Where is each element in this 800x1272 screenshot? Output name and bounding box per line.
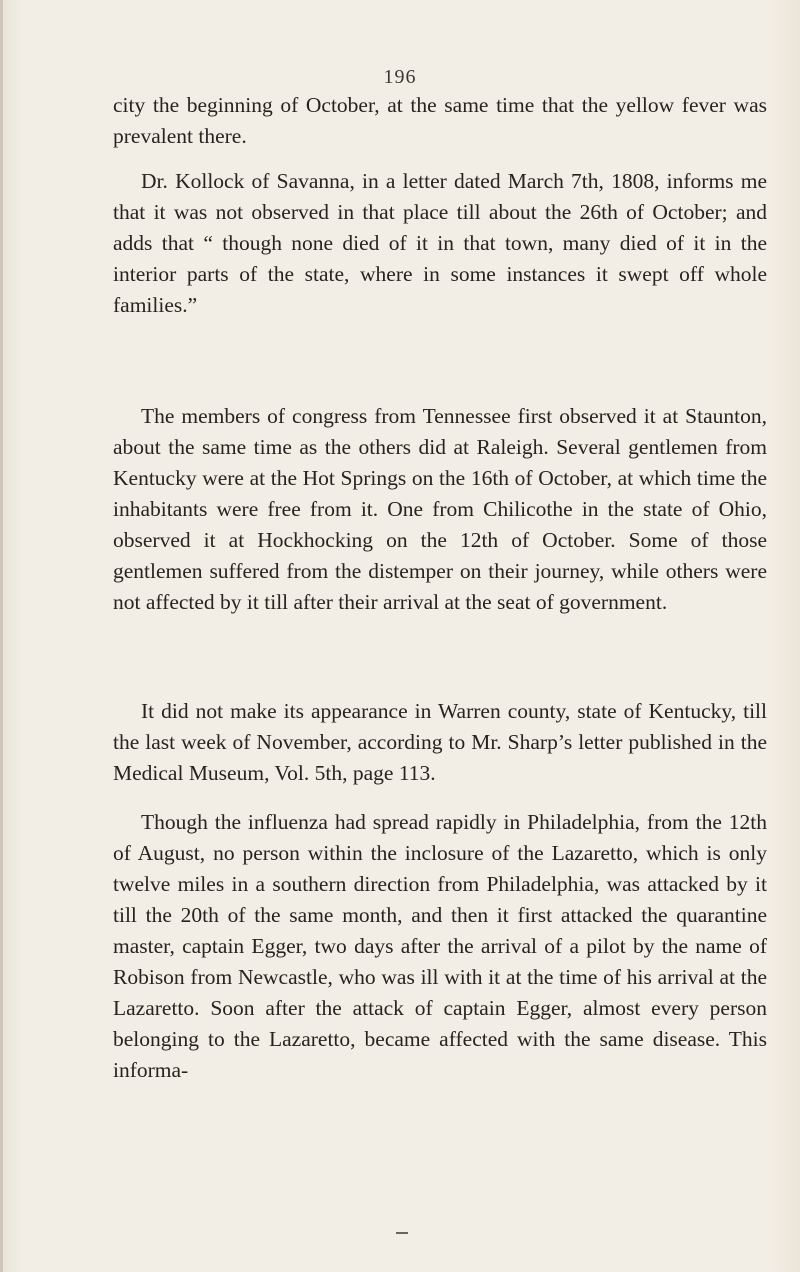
paragraph-congress-members: [113, 401, 767, 618]
stray-ink-mark: [396, 1232, 408, 1234]
paragraph-continuation: [113, 90, 767, 152]
paragraph-kollock-letter: [113, 166, 767, 321]
paragraph-warren-county: [113, 696, 767, 789]
page-binding-edge: [0, 0, 3, 1272]
paragraph-text: The members of congress from Tennessee first observed it at Staunton, about the same time as the others did at Raleigh. Several gentlemen from Kentucky were at the Hot Springs on the 16th of October, at which time the inhabitants were free from it. One from Chilicothe in the state of Ohio, observed it at Hockhocking on the 12th of October. Some of those gentlemen suffered from the distemper on their journey, while others were not affected by it till after their arrival at the seat of government.: [113, 404, 767, 614]
paragraph-text: Though the influenza had spread rapidly in Philadelphia, from the 12th of August, no person within the inclosure of the Lazaretto, which is only twelve miles in a southern direction from Philadelphia, was attacked by it till the 20th of the same month, and then it first attacked the quarantine master, captain Egger, two days after the arrival of a pilot by the name of Robison from Newcastle, who was ill with it at the time of his arrival at the Lazaretto. Soon after the attack of captain Egger, almost every person belonging to the Lazaretto, became affected with the same disease. This informa-: [113, 810, 767, 1082]
paragraph-text: city the beginning of October, at the same time that the yellow fever was prevalent there.: [113, 93, 767, 148]
paragraph-text: Dr. Kollock of Savanna, in a letter dated March 7th, 1808, informs me that it was not observed in that place till about the 26th of October; and adds that “ though none died of it in that town, many died of it in the interior parts of the state, where in some instances it swept off whole families.”: [113, 169, 767, 317]
paragraph-text: It did not make its appearance in Warren county, state of Kentucky, till the last week of November, according to Mr. Sharp’s letter published in the Medical Museum, Vol. 5th, page 113.: [113, 699, 767, 785]
page-number: 196: [383, 66, 417, 88]
paragraph-lazaretto: [113, 807, 767, 1086]
